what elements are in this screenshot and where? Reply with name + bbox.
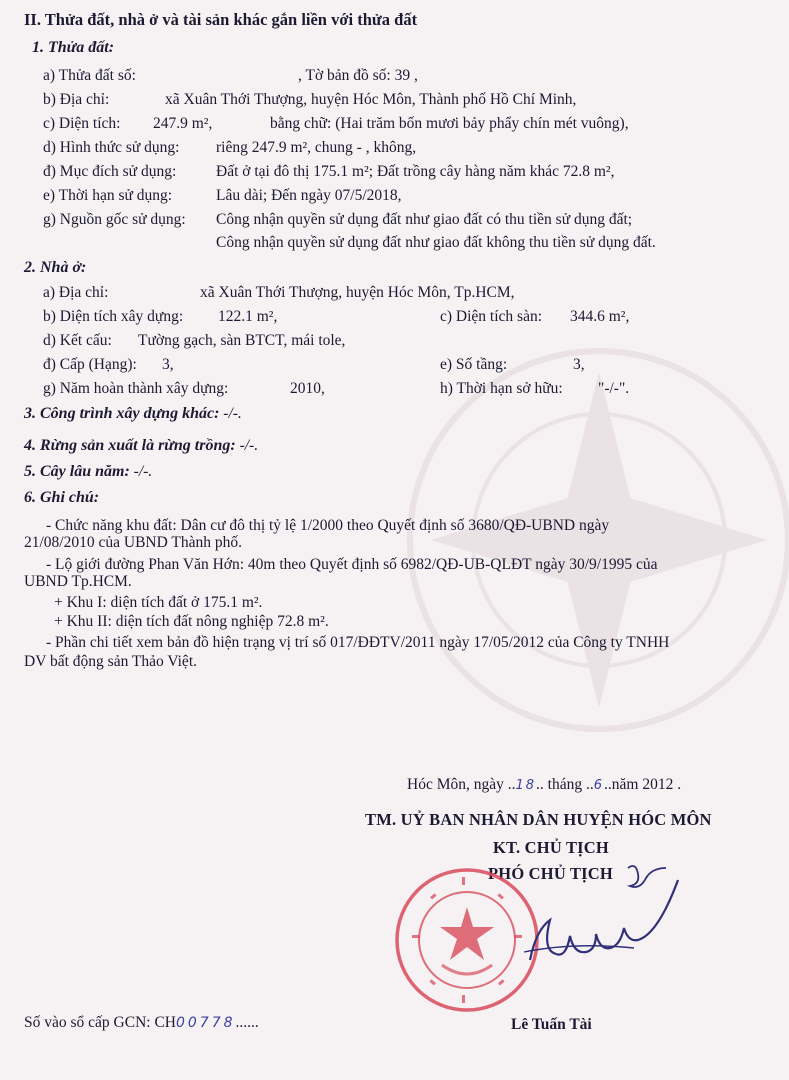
sign-date — [407, 775, 681, 795]
date-day: 18 — [515, 778, 537, 793]
house-heading: 2. Nhà ở: — [24, 259, 87, 276]
gcn-number: 00778 — [175, 1015, 236, 1031]
section-5 — [24, 462, 152, 481]
land-d-label: d) Hình thức sử dụng: — [43, 139, 180, 156]
house-c-value: 344.6 m², — [570, 308, 630, 325]
house-c-label: c) Diện tích sàn: — [440, 308, 543, 325]
sign-org: TM. UỶ BAN NHÂN DÂN HUYỆN HÓC MÔN — [365, 810, 712, 829]
land-dd-label: đ) Mục đích sử dụng: — [43, 163, 177, 180]
gcn-label: Số vào sổ cấp GCN: CH — [24, 1014, 176, 1031]
house-d-label: d) Kết cấu: — [43, 332, 112, 349]
land-c-value: 247.9 m², — [153, 115, 213, 132]
note-2-line-1: - Lộ giới đường Phan Văn Hớn: 40m theo Quyết định số 6982/QĐ-UB-QLĐT ngày 30/9/1995 của — [46, 556, 658, 573]
note-4: + Khu II: diện tích đất nông nghiệp 72.8 m². — [54, 613, 329, 630]
land-e-label: e) Thời hạn sử dụng: — [43, 187, 173, 204]
section-5-value: -/-. — [133, 463, 153, 480]
section-5-heading: 5. Cây lâu năm: — [24, 463, 130, 480]
house-h-label: h) Thời hạn sở hữu: — [440, 380, 563, 397]
land-g-value-2: Công nhận quyền sử dụng đất như giao đất không thu tiền sử dụng đất. — [216, 234, 656, 251]
note-5-line-2: DV bất động sản Thảo Việt. — [24, 653, 197, 670]
house-b-value: 122.1 m², — [218, 308, 278, 325]
gcn-dots: ...... — [235, 1014, 259, 1031]
note-2-line-2: UBND Tp.HCM. — [24, 573, 132, 590]
land-b-value: xã Xuân Thới Thượng, huyện Hóc Môn, Thành phố Hồ Chí Minh, — [165, 91, 577, 108]
house-dd-label: đ) Cấp (Hạng): — [43, 356, 137, 373]
land-g-value-1: Công nhận quyền sử dụng đất như giao đất có thu tiền sử dụng đất; — [216, 211, 633, 228]
land-heading: 1. Thửa đất: — [32, 39, 115, 56]
note-5-line-1: - Phần chi tiết xem bản đồ hiện trạng vị trí số 017/ĐĐTV/2011 ngày 17/05/2012 của Công ty TNHH — [46, 634, 670, 651]
land-g-label: g) Nguồn gốc sử dụng: — [43, 211, 186, 228]
section-3-heading: 3. Công trình xây dựng khác: — [24, 405, 220, 422]
house-d-value: Tường gạch, sàn BTCT, mái tole, — [138, 332, 346, 349]
house-g-label: g) Năm hoàn thành xây dựng: — [43, 380, 229, 397]
land-a-label: a) Thửa đất số: — [43, 67, 136, 84]
signer-name: Lê Tuấn Tài — [511, 1016, 592, 1033]
date-suffix: ..năm 2012 . — [604, 776, 682, 793]
house-h-value: "-/-". — [598, 380, 630, 397]
land-c-label: c) Diện tích: — [43, 115, 121, 132]
land-a-value: , Tờ bản đồ số: 39 , — [298, 67, 418, 84]
house-dd-value: 3, — [162, 356, 174, 373]
gcn-number-line — [24, 1013, 259, 1033]
section-3 — [24, 404, 242, 423]
section-4-heading: 4. Rừng sản xuất là rừng trồng: — [24, 437, 236, 454]
date-month: 6 — [593, 778, 605, 793]
sign-kt: KT. CHỦ TỊCH — [493, 838, 609, 857]
section-4 — [24, 436, 258, 455]
land-e-value: Lâu dài; Đến ngày 07/5/2018, — [216, 187, 402, 204]
date-mid: .. tháng .. — [536, 776, 594, 793]
notes-heading: 6. Ghi chú: — [24, 489, 100, 506]
section-title: II. Thửa đất, nhà ở và tài sản khác gắn liền với thửa đất — [24, 10, 418, 29]
sign-role: PHÓ CHỦ TỊCH — [488, 864, 613, 883]
note-3: + Khu I: diện tích đất ở 175.1 m². — [54, 594, 263, 611]
date-prefix: Hóc Môn, ngày .. — [407, 776, 516, 793]
land-dd-value: Đất ở tại đô thị 175.1 m²; Đất trồng cây hàng năm khác 72.8 m², — [216, 163, 615, 180]
section-4-value: -/-. — [239, 437, 259, 454]
house-e-label: e) Số tầng: — [440, 356, 508, 373]
section-3-value: -/-. — [223, 405, 242, 422]
house-a-label: a) Địa chỉ: — [43, 284, 109, 301]
house-e-value: 3, — [573, 356, 585, 373]
land-b-label: b) Địa chỉ: — [43, 91, 110, 108]
handwritten-signature — [520, 860, 700, 1000]
land-d-value: riêng 247.9 m², chung - , không, — [216, 139, 417, 156]
land-c-words: bằng chữ: (Hai trăm bốn mươi bảy phẩy chín mét vuông), — [270, 115, 629, 132]
house-a-value: xã Xuân Thới Thượng, huyện Hóc Môn, Tp.HCM, — [200, 284, 515, 301]
house-g-value: 2010, — [290, 380, 325, 397]
note-1-line-2: 21/08/2010 của UBND Thành phố. — [24, 534, 242, 551]
house-b-label: b) Diện tích xây dựng: — [43, 308, 184, 325]
note-1-line-1: - Chức năng khu đất: Dân cư đô thị tỷ lệ 1/2000 theo Quyết định số 3680/QĐ-UBND ngày — [46, 517, 610, 534]
